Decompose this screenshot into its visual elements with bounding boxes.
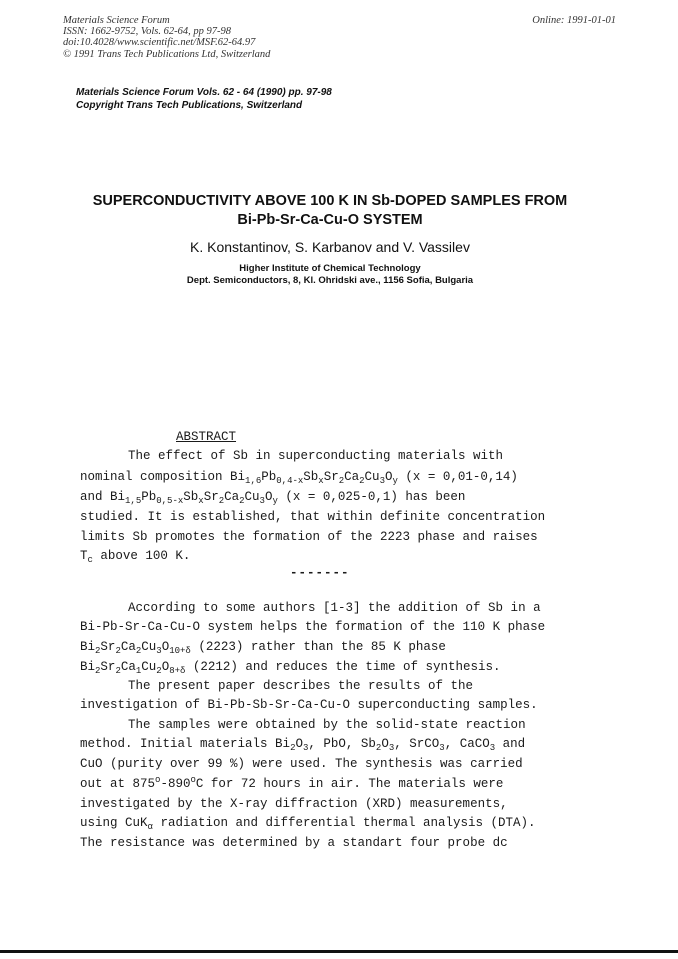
publication-doi: doi:10.4028/www.scientific.net/MSF.62-64.97 — [63, 37, 256, 49]
online-date: Online: 1991-01-01 — [532, 15, 616, 26]
formula-symbol: Ca — [120, 660, 136, 674]
text-run: The resistance was determined by a standart four probe dc — [80, 836, 508, 850]
formula-subscript: 1,6 — [245, 476, 262, 486]
formula-symbol: Ca — [344, 470, 360, 484]
abstract-line-6 — [80, 549, 190, 563]
text-run: , — [444, 737, 460, 751]
body-line-12 — [80, 816, 536, 830]
formula-symbol: Cu — [244, 490, 260, 504]
text-run: using — [80, 816, 126, 830]
formula-symbol: CaCO — [459, 737, 490, 751]
formula-subscript: 0,4-x — [276, 476, 304, 486]
text-run: limits Sb promotes the formation of the 2223 phase and raises — [80, 530, 538, 544]
section-separator: ------- — [290, 566, 350, 580]
text-run: nominal composition — [80, 470, 231, 484]
formula-subscript: c — [87, 555, 93, 565]
formula-subscript: y — [272, 496, 278, 506]
formula-subscript: 2 — [156, 666, 162, 676]
formula-subscript: 10+δ — [169, 646, 191, 656]
text-run: , PbO, — [308, 737, 361, 751]
formula-symbol: Sb — [183, 490, 199, 504]
formula-subscript: x — [198, 496, 204, 506]
formula-symbol: -890 — [160, 777, 191, 791]
text-run: According to some authors [1-3] the addition of Sb in a — [128, 601, 541, 615]
formula-symbol: Pb — [261, 470, 277, 484]
formula-subscript: 2 — [290, 743, 296, 753]
text-run: CuO (purity over 99 %) were used. The synthesis was carried — [80, 757, 523, 771]
formula-symbol: Bi — [80, 640, 96, 654]
formula-symbol: Bi — [110, 490, 126, 504]
formula-symbol: Ca — [224, 490, 240, 504]
formula-symbol: Cu — [141, 640, 157, 654]
formula-symbol: Bi — [230, 470, 246, 484]
affiliation-institute: Higher Institute of Chemical Technology — [239, 263, 421, 274]
formula-symbol: Sb — [303, 470, 319, 484]
abstract-line-5 — [80, 530, 538, 544]
formula-symbol: CuK — [125, 816, 148, 830]
formula-subscript: y — [392, 476, 398, 486]
formula-subscript: 2 — [95, 646, 101, 656]
text-run: The samples were obtained by the solid-state reaction — [128, 718, 526, 732]
text-run: and — [80, 490, 111, 504]
body-line-6 — [80, 698, 538, 712]
text-run: and — [495, 737, 526, 751]
formula-symbol: T — [80, 549, 88, 563]
body-line-5 — [128, 679, 473, 693]
formula — [80, 549, 93, 563]
text-run: The effect of Sb in superconducting materials with — [128, 449, 504, 463]
affiliation-address: Dept. Semiconductors, 8, Kl. Ohridski ave., 1156 Sofia, Bulgaria — [186, 275, 474, 286]
publication-issn: ISSN: 1662-9752, Vols. 62-64, pp 97-98 — [63, 26, 231, 38]
text-run: method. Initial materials — [80, 737, 276, 751]
formula-subscript: 1,5 — [125, 496, 142, 506]
title-line-2: Bi-Pb-Sr-Ca-Cu-O SYSTEM — [237, 212, 423, 228]
formula-subscript: α — [147, 822, 153, 832]
formula-symbol: SrCO — [409, 737, 440, 751]
formula-symbol: Ca — [120, 640, 136, 654]
abstract-line-1 — [128, 449, 503, 463]
formula-subscript: 2 — [135, 646, 142, 656]
formula-symbol: Sr — [203, 490, 219, 504]
paper-title — [60, 192, 600, 230]
text-run: investigation of Bi-Pb-Sb-Sr-Ca-Cu-O superconducting samples. — [80, 698, 538, 712]
body-line-4 — [80, 660, 500, 674]
formula-subscript: 2 — [239, 496, 245, 506]
formula — [409, 737, 444, 751]
formula-symbol: Pb — [141, 490, 157, 504]
text-run: above 100 K. — [92, 549, 191, 563]
text-run: (2223) rather than the 85 K phase — [190, 640, 446, 654]
text-run: , — [394, 737, 410, 751]
formula — [361, 737, 394, 751]
abstract-line-3 — [80, 490, 465, 504]
title-line-1: SUPERCONDUCTIVITY ABOVE 100 K IN Sb-DOPED SAMPLES FROM — [92, 193, 568, 209]
affiliation — [60, 263, 600, 287]
formula-subscript: 2 — [115, 646, 121, 656]
publication-info — [63, 15, 443, 60]
formula-symbol: Sr — [100, 660, 116, 674]
formula-subscript: 8+δ — [169, 666, 186, 676]
formula-symbol: Bi — [80, 660, 96, 674]
formula-symbol: O — [381, 737, 389, 751]
body-line-11 — [80, 797, 508, 811]
abstract-line-4 — [80, 510, 545, 524]
journal-reference — [76, 86, 332, 112]
text-run: studied. It is established, that within definite concentration — [80, 510, 546, 524]
formula-subscript: 3 — [439, 743, 445, 753]
formula-subscript: 3 — [489, 743, 496, 753]
formula — [80, 640, 191, 654]
formula-subscript: x — [318, 476, 324, 486]
body-line-1 — [128, 601, 541, 615]
formula-subscript: 2 — [338, 476, 345, 486]
text-run: Bi-Pb-Sr-Ca-Cu-O system helps the formation of the 110 K phase — [80, 620, 546, 634]
formula-subscript: 3 — [388, 743, 395, 753]
formula — [275, 737, 308, 751]
formula-subscript: 3 — [379, 476, 385, 486]
formula-subscript: 2 — [359, 476, 365, 486]
formula-symbol: O — [264, 490, 273, 504]
formula-subscript: 2 — [115, 666, 121, 676]
text-run: radiation and differential thermal analysis (DTA). — [152, 816, 536, 830]
body-line-3 — [80, 640, 446, 654]
body-line-9 — [80, 757, 523, 771]
text-run: The present paper describes the results of the — [128, 679, 474, 693]
formula-subscript: 2 — [218, 496, 225, 506]
formula-subscript: 3 — [302, 743, 309, 753]
bottom-rule — [0, 950, 678, 953]
formula — [125, 816, 153, 830]
formula-symbol: O — [161, 640, 170, 654]
journal-copyright-line: Copyright Trans Tech Publications, Switzerland — [76, 100, 303, 111]
body-line-10 — [80, 777, 503, 791]
formula-subscript: 3 — [259, 496, 265, 506]
formula-symbol: O — [384, 470, 393, 484]
body-line-7 — [128, 718, 526, 732]
formula-subscript: 1 — [135, 666, 142, 676]
formula-symbol: Bi — [275, 737, 291, 751]
formula-symbol: Cu — [141, 660, 157, 674]
body-line-13 — [80, 836, 508, 850]
formula-symbol: O — [295, 737, 303, 751]
formula — [460, 737, 495, 751]
text-run: investigated by the X-ray diffraction (XRD) measurements, — [80, 797, 508, 811]
formula — [80, 660, 185, 674]
text-run: (2212) and reduces the time of synthesis. — [185, 660, 501, 674]
formula-symbol: Cu — [364, 470, 380, 484]
abstract-line-2 — [80, 470, 518, 484]
formula-superscript: o — [155, 775, 161, 785]
publication-copyright: © 1991 Trans Tech Publications Ltd, Switzerland — [63, 48, 271, 60]
formula — [133, 777, 204, 791]
formula — [110, 490, 278, 504]
abstract-heading: ABSTRACT — [176, 430, 237, 444]
body-line-8 — [80, 737, 525, 751]
text-run: for 72 hours in air. The materials were — [203, 777, 504, 791]
formula-symbol: 875 — [132, 777, 156, 791]
formula-subscript: 0,5-x — [156, 496, 184, 506]
text-run: (x = 0,01-0,14) — [397, 470, 518, 484]
formula — [230, 470, 398, 484]
formula-symbol: C — [195, 777, 204, 791]
formula-superscript: o — [190, 775, 196, 785]
formula-symbol: Sr — [323, 470, 339, 484]
journal-volume-line: Materials Science Forum Vols. 62 - 64 (1990) pp. 97-98 — [76, 87, 332, 98]
formula-symbol: Sr — [100, 640, 116, 654]
body-line-2 — [80, 620, 545, 634]
text-run: (x = 0,025-0,1) has been — [277, 490, 466, 504]
publication-journal: Materials Science Forum — [63, 15, 170, 26]
formula-symbol: O — [161, 660, 170, 674]
formula-subscript: 3 — [156, 646, 162, 656]
formula-symbol: Sb — [360, 737, 376, 751]
text-run: out at — [80, 777, 133, 791]
formula-subscript: 2 — [95, 666, 101, 676]
formula-subscript: 2 — [375, 743, 382, 753]
author-list: K. Konstantinov, S. Karbanov and V. Vassilev — [190, 239, 470, 255]
